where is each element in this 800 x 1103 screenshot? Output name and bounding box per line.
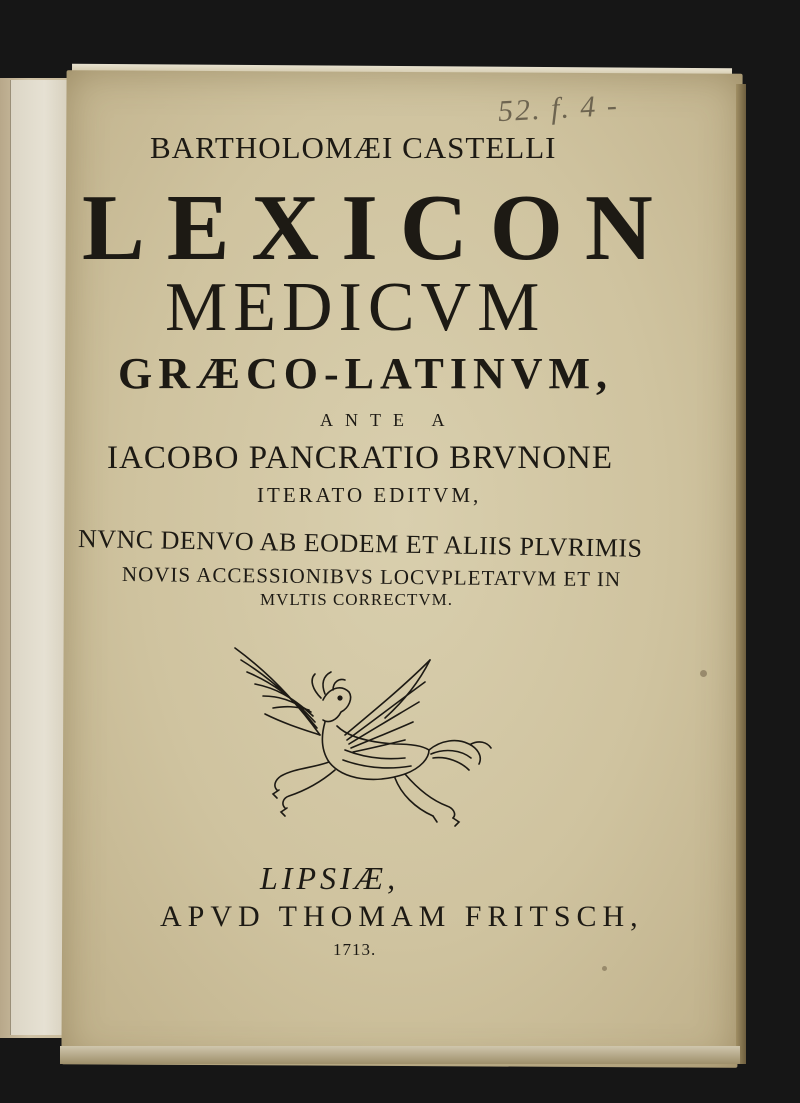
pegasus-vignette <box>225 640 495 840</box>
multis-line: MVLTIS CORRECTVM. <box>260 590 454 609</box>
iterato-line: ITERATO EDITVM, <box>257 483 482 507</box>
title-third: GRÆCO-LATINVM, <box>118 349 614 398</box>
foxing-spot <box>602 966 607 971</box>
flyleaf <box>10 80 67 1035</box>
title-main: LEXICON <box>82 176 675 280</box>
publisher-line: APVD THOMAM FRITSCH, <box>160 900 644 933</box>
author-line: BARTHOLOMÆI CASTELLI <box>150 130 557 165</box>
editor-line: IACOBO PANCRATIO BRVNONE <box>107 440 614 476</box>
page-bottom-edge <box>60 1046 740 1064</box>
novis-line: NOVIS ACCESSIONIBVS LOCVPLETATVM ET IN <box>121 562 622 592</box>
page-right-edge <box>736 84 746 1064</box>
place-of-publication: LIPSIÆ, <box>260 860 400 896</box>
ante-line: ANTE A <box>320 410 457 430</box>
handwritten-shelfmark: 52. f. 4 - <box>497 88 620 129</box>
title-second: MEDICVM <box>165 269 546 346</box>
foxing-spot <box>700 670 707 677</box>
publication-year: 1713. <box>333 940 377 959</box>
nunc-line: NVNC DENVO AB EODEM ET ALIIS PLVRIMIS <box>77 524 643 563</box>
